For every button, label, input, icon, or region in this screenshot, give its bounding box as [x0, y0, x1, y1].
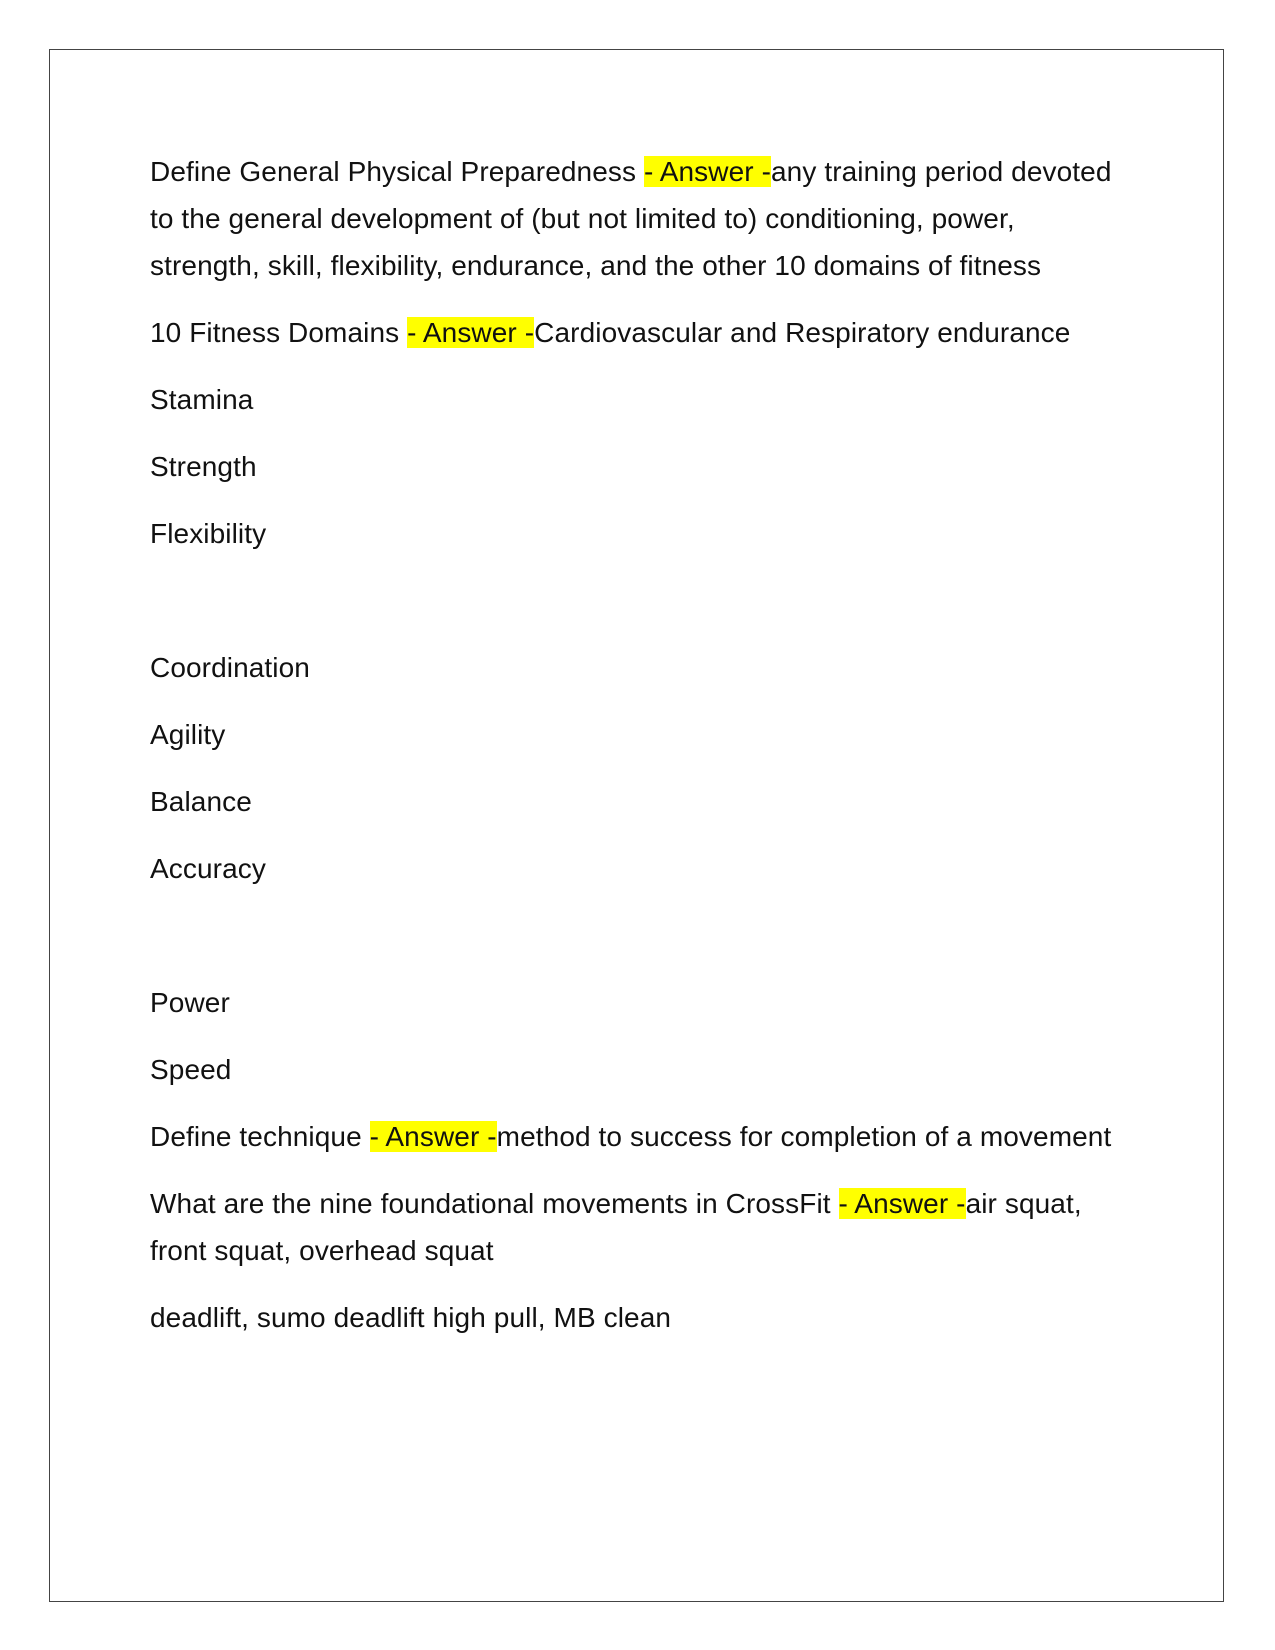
movements-continued: deadlift, sumo deadlift high pull, MB clean [150, 1302, 672, 1333]
blank-line [150, 912, 1130, 979]
domain-item: Coordination [150, 652, 310, 683]
answer-text: Cardiovascular and Respiratory endurance [534, 317, 1071, 348]
qa-foundational-movements [150, 1180, 1130, 1274]
question-text: 10 Fitness Domains [150, 317, 408, 348]
answer-text: method to success for completion of a movement [496, 1121, 1112, 1152]
qa-technique [150, 1113, 1130, 1160]
domain-item: Power [150, 987, 230, 1018]
answer-marker: - Answer - [643, 156, 771, 187]
domain-item: Agility [150, 719, 226, 750]
domain-item: Stamina [150, 384, 254, 415]
document-body [150, 148, 1130, 1361]
question-text: Define technique [150, 1121, 370, 1152]
qa-fitness-domains [150, 309, 1130, 356]
answer-text: any training period devoted to the general development of (but not limited to) conditioning, power, strength, skill, flexibility, endurance, and the other 10 domains of fitness [150, 156, 1112, 281]
domain-item: Speed [150, 1054, 232, 1085]
domain-item: Strength [150, 451, 257, 482]
blank-line [150, 577, 1130, 644]
answer-marker: - Answer - [407, 317, 535, 348]
domain-item: Balance [150, 786, 252, 817]
qa-gpp [150, 148, 1130, 289]
answer-text: air squat, front squat, overhead squat [150, 1188, 1082, 1266]
question-text: What are the nine foundational movements in CrossFit [150, 1188, 839, 1219]
answer-marker: - Answer - [838, 1188, 966, 1219]
domain-item: Flexibility [150, 518, 267, 549]
question-text: Define General Physical Preparedness [150, 156, 644, 187]
domain-item: Accuracy [150, 853, 266, 884]
answer-marker: - Answer - [369, 1121, 497, 1152]
